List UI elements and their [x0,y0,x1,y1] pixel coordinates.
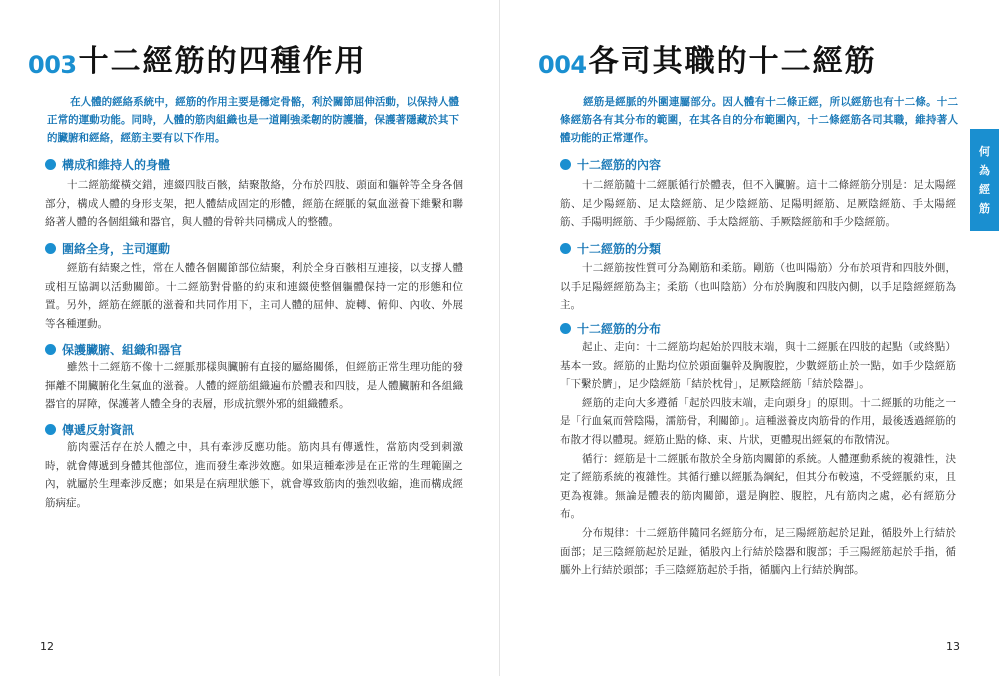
paragraph: 十二經筋按性質可分為剛筋和柔筋。剛筋（也叫陽筋）分布於項背和四肢外側，以手足陽經經筋為主；柔筋（也叫陰筋）分布於胸腹和四肢內側，以手足陰經經筋為主。 [560,262,956,312]
right-page-number: 13 [946,640,960,653]
right-section-1-body [560,176,956,232]
paragraph: 十二經筋隨十二經脈循行於體表，但不入臟腑。這十二條經筋分別是：足太陽經筋、足少陽經筋、足太陰經筋、足少陰經筋、足陽明經筋、足厥陰經筋、手太陽經筋、手陽明經筋、手少陽經筋、手太陰經筋、手厥陰經筋和手少陰經筋。 [560,179,956,229]
left-section-4-body [45,438,463,512]
left-section-3-body [45,358,463,414]
section-heading-text: 構成和維持人的身體 [62,158,171,172]
side-tab-char: 經 [979,183,990,196]
section-heading-text: 十二經筋的分布 [577,322,662,336]
bullet-icon [560,159,571,170]
left-section-2-body [45,259,463,333]
right-title-number: 004 [538,51,587,79]
bullet-icon [560,243,571,254]
left-title-text: 十二經筋的四種作用 [78,44,367,79]
left-section-1-body [45,176,463,232]
side-tab-char: 何 [979,145,990,158]
right-section-2-body [560,259,956,315]
paragraph: 雖然十二經筋不像十二經脈那樣與臟腑有直接的屬絡關係，但經筋正常生理功能的發揮離不開臟腑化生氣血的滋養。人體的經筋組織遍布於體表和四肢，是人體臟腑和各組織器官的屏障，保護著人體全身的表層，形成抗禦外邪的組織體系。 [45,361,463,411]
section-heading-text: 傳遞反射資訊 [62,423,135,437]
paragraph: 循行：經筋是十二經脈布散於全身筋肉關節的系統。人體運動系統的複雜性，決定了經筋系統的複雜性。其循行雖以經脈為綱紀，但其分布較遠，不受經脈約束，且更為複雜。無論是體表的筋肉關節，還是胸腔、腹腔，凡有筋肉之處，必有經筋分布。 [560,452,956,521]
right-section-3-body [560,338,956,580]
bullet-icon [45,344,56,355]
side-tab-char: 筋 [979,202,990,215]
bullet-icon [45,424,56,435]
right-intro: 經筋是經脈的外圍連屬部分。因人體有十二條正經，所以經筋也有十二條。十二條經筋各有其分布的範圍，在其各自的分布範圍內，十二條經筋各司其職，維持著人體功能的正常運作。 [560,96,958,144]
right-title-text: 各司其職的十二經筋 [588,44,877,79]
right-page-title [538,38,877,82]
section-heading-text: 保護臟腑、組織和器官 [62,343,183,357]
paragraph: 十二經筋縱橫交錯，連綴四肢百骸，結聚散絡，分布於四肢、頭面和軀幹等全身各個部分，構成人體的身形支架，把人體結成固定的形體，經筋在經脈的氣血滋養下維繫和聯絡著人體的各個組織和器官，與人體的骨幹共同構成人的整體。 [45,179,463,229]
left-title-number: 003 [28,51,77,79]
chapter-side-tab [970,129,999,231]
left-page-title [28,38,367,82]
bullet-icon [45,243,56,254]
paragraph: 分布規律：十二經筋伴隨同名經筋分布，足三陽經筋起於足趾，循股外上行結於面部；足三陰經筋起於足趾，循股內上行結於陰器和腹部；手三陽經筋起於手指，循臑外上行結於頭部；手三陰經筋起於手指，循臑內上行結於胸部。 [560,526,956,577]
left-page-number: 12 [40,640,54,653]
right-section-1-heading [560,156,661,173]
right-section-3-heading [560,320,661,337]
paragraph: 筋肉靈活存在於人體之中，具有牽涉反應功能。筋肉具有傳遞性，當筋肉受到刺激時，就會傳遞到身體其他部位，進而發生牽涉效應。如果這種牽涉是在正常的生理範圍之內，就屬於生理牽涉反應；如果是在病理狀態下，就會導致筋肉的強烈收縮，進而構成經筋病症。 [45,441,463,509]
paragraph: 起止、走向：十二經筋均起始於四肢末端，與十二經脈在四肢的起點（或終點）基本一致。經筋的止點均位於頭面軀幹及胸腹腔，少數經筋止於一點，如手少陰經筋「下繫於臍」，足少陰經筋「結於枕骨」，足厥陰經筋「結於陰器」。 [560,341,956,391]
bullet-icon [560,323,571,334]
left-section-1-heading [45,156,170,173]
paragraph: 經筋的走向大多遵循「起於四肢末端，走向頭身」的原則。十二經脈的功能之一是「行血氣而營陰陽，濡筋骨，利關節」。這種滋養皮肉筋骨的作用，最後透過經筋的布散才得以體現。經筋止點的條、束、片狀，更體現出經氣的布散情況。 [560,396,956,446]
left-intro: 在人體的經絡系統中，經筋的作用主要是穩定骨骼，利於關節屈伸活動，以保持人體正常的運動功能。同時，人體的筋肉組織也是一道剛強柔韌的防護牆，保護著隱藏於其下的臟腑和經絡，經筋主要有以下作用。 [47,96,459,144]
bullet-icon [45,159,56,170]
left-page [0,0,499,676]
left-section-4-heading [45,421,134,438]
section-heading-text: 圍絡全身，主司運動 [62,242,171,256]
left-section-3-heading [45,341,182,358]
right-section-2-heading [560,240,661,257]
paragraph: 經筋有結聚之性，常在人體各個關節部位結聚，利於全身百骸相互連接，以支撐人體或相互協調以活動關節。十二經筋對骨骼的約束和連綴使整個軀體保持一定的形態和位置。另外，經筋在經脈的滋養和共同作用下，主司人體的屈伸、旋轉、俯仰、內收、外展等各種運動。 [45,262,463,330]
section-heading-text: 十二經筋的內容 [577,158,662,172]
side-tab-char: 為 [979,164,990,177]
right-page [500,0,999,676]
section-heading-text: 十二經筋的分類 [577,242,662,256]
left-section-2-heading [45,240,170,257]
